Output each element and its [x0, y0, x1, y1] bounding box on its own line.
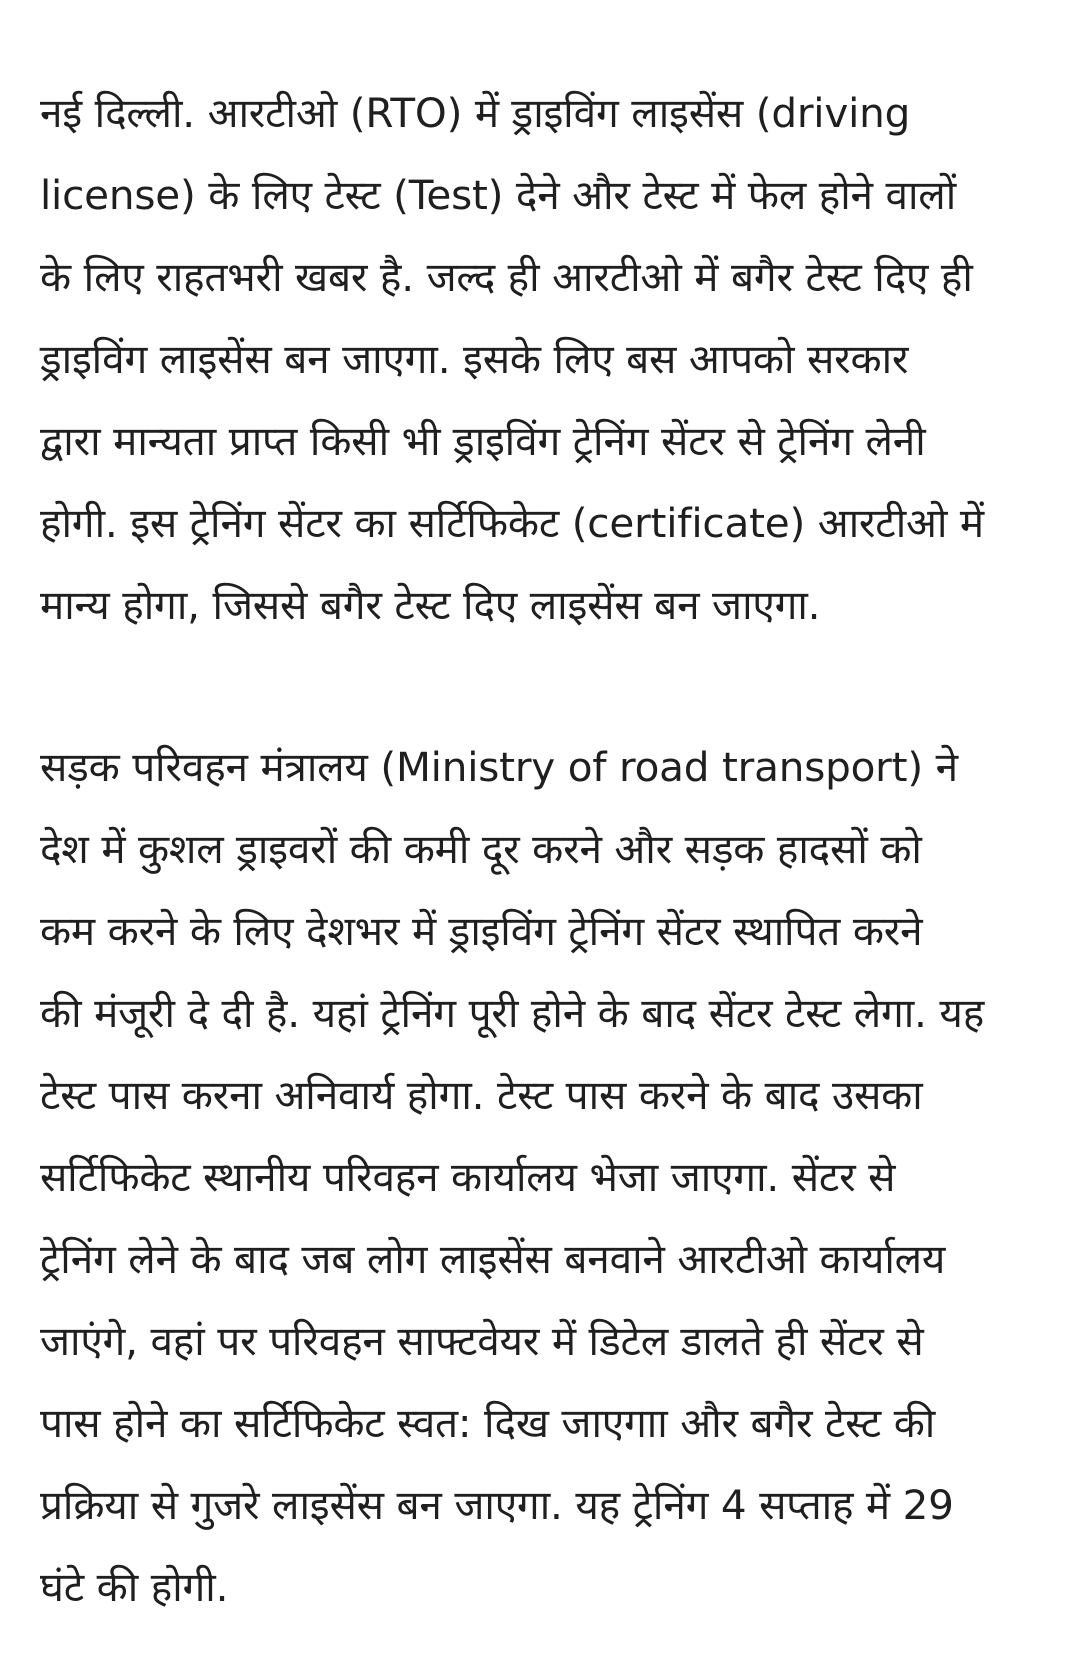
text-line: नई दिल्ली. आरटीओ (RTO) में ड्राइविंग लाइसेंस (driving — [40, 89, 911, 137]
text-line: मान्य होगा, जिससे बगैर टेस्ट दिए लाइसेंस बन जाएगा. — [40, 581, 821, 629]
text-line: ड्राइविंग लाइसेंस बन जाएगा. इसके लिए बस आपको सरकार — [40, 335, 909, 383]
text-line: के लिए राहतभरी खबर है. जल्द ही आरटीओ में बगैर टेस्ट दिए ही — [40, 253, 973, 301]
text-line: सर्टिफिकेट स्थानीय परिवहन कार्यालय भेजा जाएगा. सेंटर से — [40, 1153, 896, 1201]
text-line: पास होने का सर्टिफिकेट स्वत: दिख जाएगाा और बगैर टेस्ट की — [40, 1399, 936, 1447]
text-line: की मंजूरी दे दी है. यहां ट्रेनिंग पूरी होने के बाद सेंटर टेस्ट लेगा. यह — [40, 989, 985, 1037]
text-line: ट्रेनिंग लेने के बाद जब लोग लाइसेंस बनवाने आरटीओ कार्यालय — [40, 1235, 946, 1283]
text-line: कम करने के लिए देशभर में ड्राइविंग ट्रेनिंग सेंटर स्थापित करने — [40, 907, 923, 955]
text-line: घंटे की होगी. — [40, 1563, 229, 1611]
text-line: license) के लिए टेस्ट (Test) देने और टेस्ट में फेल होने वालों — [40, 171, 957, 219]
text-line: प्रक्रिया से गुजरे लाइसेंस बन जाएगा. यह ट्रेनिंग 4 सप्ताह में 29 — [40, 1481, 954, 1529]
text-line: देश में कुशल ड्राइवरों की कमी दूर करने और सड़क हादसों को — [40, 825, 922, 873]
text-line: द्वारा मान्यता प्राप्त किसी भी ड्राइविंग ट्रेनिंग सेंटर से ट्रेनिंग लेनी — [40, 417, 926, 465]
text-line: टेस्ट पास करना अनिवार्य होगा. टेस्ट पास करने के बाद उसका — [40, 1071, 923, 1119]
text-line: होगी. इस ट्रेनिंग सेंटर का सर्टिफिकेट (certificate) आरटीओ में — [40, 499, 984, 547]
article-paragraph-1 — [40, 72, 1040, 646]
text-line: जाएंगे, वहां पर परिवहन साफ्टवेयर में डिटेल डालते ही सेंटर से — [40, 1317, 924, 1365]
text-line: सड़क परिवहन मंत्रालय (Ministry of road transport) ने — [40, 743, 958, 791]
article-paragraph-2 — [40, 726, 1040, 1628]
article-body — [40, 72, 1040, 1628]
